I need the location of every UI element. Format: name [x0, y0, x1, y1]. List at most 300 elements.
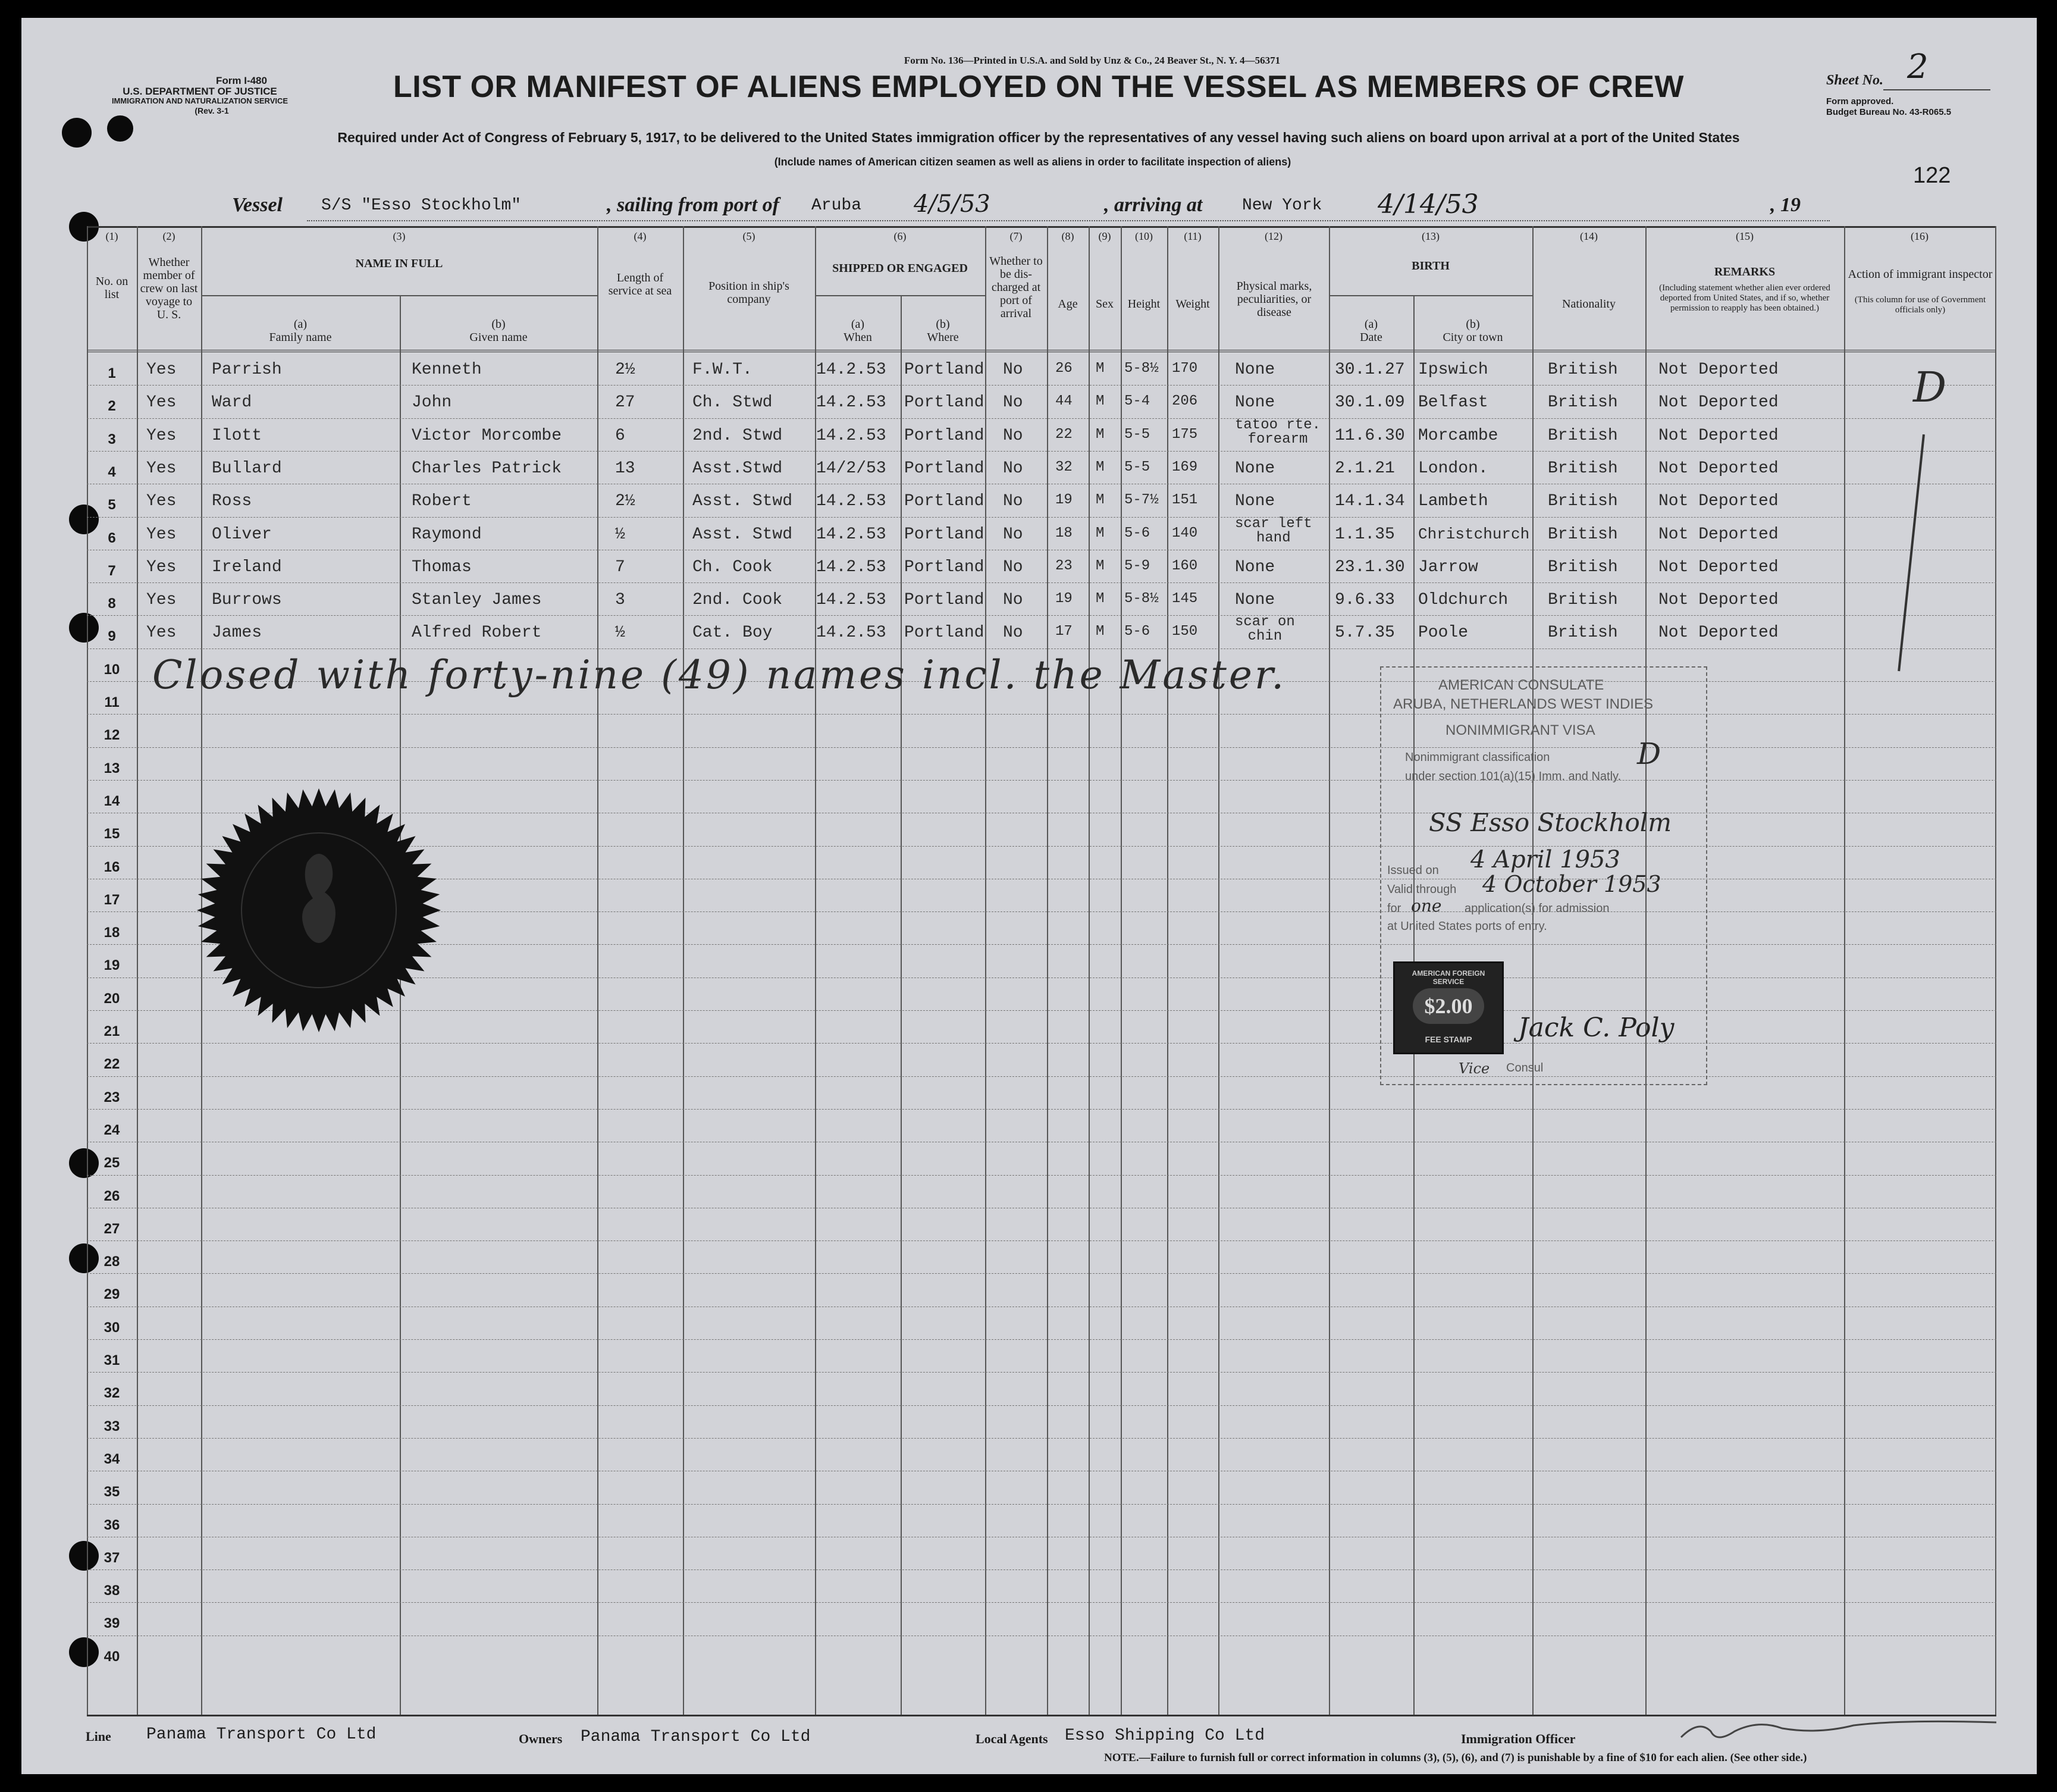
- position-cell: Ch. Stwd: [692, 393, 773, 412]
- column-number: (2): [162, 230, 175, 242]
- stamp-valid: 4 October 1953: [1482, 871, 1661, 897]
- row-line: [87, 1504, 1996, 1505]
- physical-marks-cell: scar left hand: [1235, 515, 1312, 546]
- column-number: (4): [634, 230, 647, 242]
- discharged-cell: No: [1003, 361, 1023, 379]
- header-birth: BIRTH: [1412, 259, 1450, 272]
- given-name-cell: Raymond: [412, 525, 482, 544]
- header-height: Height: [1127, 297, 1161, 311]
- shipped-when-cell: 14.2.53: [816, 393, 886, 412]
- vessel-line: [21, 189, 2037, 224]
- family-name-cell: Parrish: [212, 361, 282, 379]
- column-number: (8): [1061, 230, 1074, 242]
- birth-date-cell: 23.1.30: [1335, 557, 1405, 577]
- nationality-cell: British: [1548, 591, 1618, 610]
- birth-date-cell: 30.1.27: [1335, 361, 1405, 379]
- consular-stamp: [1380, 666, 1707, 1085]
- discharged-cell: No: [1003, 591, 1023, 610]
- shipped-where-cell: Portland: [904, 525, 984, 544]
- shipped-where-cell: Portland: [904, 393, 984, 412]
- birth-city-cell: Morcambe: [1418, 426, 1498, 445]
- shipped-when-cell: 14.2.53: [816, 591, 886, 610]
- row-line: [87, 1109, 1996, 1110]
- col-line: [1121, 226, 1122, 1715]
- header-physical-marks: Physical marks, peculiarities, or disease: [1236, 280, 1312, 319]
- header-action-note: (This column for use of Government officials only): [1854, 295, 1986, 315]
- column-number: (6): [893, 230, 907, 242]
- sheet-label: Sheet No.: [1826, 73, 1883, 88]
- birth-city-cell: Lambeth: [1418, 492, 1488, 511]
- given-name-cell: Alfred Robert: [412, 624, 542, 643]
- birth-date-cell: 1.1.35: [1335, 525, 1395, 544]
- member-cell: Yes: [146, 361, 177, 379]
- row-number: 7: [108, 563, 116, 579]
- weight-cell: 150: [1172, 624, 1198, 640]
- birth-date-cell: 11.6.30: [1335, 426, 1405, 445]
- row-number: 21: [104, 1023, 120, 1039]
- header-shipped: SHIPPED OR ENGAGED: [832, 262, 968, 275]
- stamp-line2: ARUBA, NETHERLANDS WEST INDIES: [1393, 696, 1653, 712]
- birth-city-cell: Jarrow: [1418, 557, 1478, 577]
- member-cell: Yes: [146, 624, 177, 643]
- member-cell: Yes: [146, 426, 177, 445]
- col-line: [1089, 226, 1090, 1715]
- position-cell: Asst. Stwd: [692, 492, 793, 511]
- column-number: (14): [1580, 230, 1598, 242]
- sex-cell: M: [1096, 361, 1105, 377]
- column-number: (12): [1265, 230, 1283, 242]
- family-name-cell: Ireland: [212, 557, 282, 577]
- row-number: 33: [104, 1418, 120, 1434]
- port-from: Aruba: [811, 196, 862, 215]
- weight-cell: 145: [1172, 591, 1198, 607]
- given-name-cell: Victor Morcombe: [412, 426, 562, 445]
- header-position: Position in ship's company: [708, 280, 789, 306]
- table-top-border: [87, 226, 1996, 228]
- row-number: 14: [104, 793, 120, 809]
- row-number: 18: [104, 925, 120, 941]
- age-cell: 32: [1055, 459, 1073, 475]
- row-number: 39: [104, 1615, 120, 1631]
- member-cell: Yes: [146, 459, 177, 478]
- col-line: [901, 295, 902, 1715]
- sex-cell: M: [1096, 591, 1105, 607]
- sailing-label: , sailing from port of: [607, 194, 779, 216]
- fee-stamp-bottom: FEE STAMP: [1425, 1035, 1472, 1044]
- subnote: (Include names of American citizen seamen as well as aliens in order to facilitate inspection of aliens): [774, 156, 1291, 168]
- given-name-cell: John: [412, 393, 452, 412]
- page-title: LIST OR MANIFEST OF ALIENS EMPLOYED ON THE VESSEL AS MEMBERS OF CREW: [393, 70, 1684, 104]
- position-cell: 2nd. Cook: [692, 591, 783, 610]
- row-line: [87, 780, 1996, 781]
- family-name-cell: Bullard: [212, 459, 282, 478]
- family-name-cell: Ilott: [212, 426, 262, 445]
- header-given-name: (b) Given name: [469, 318, 528, 344]
- given-name-cell: Thomas: [412, 557, 472, 577]
- height-cell: 5-5: [1124, 459, 1150, 475]
- family-name-cell: James: [212, 624, 262, 643]
- member-cell: Yes: [146, 525, 177, 544]
- member-cell: Yes: [146, 393, 177, 412]
- row-number: 13: [104, 760, 120, 776]
- row-number: 17: [104, 892, 120, 908]
- header-discharged: Whether to be dis-charged at port of arrival: [989, 255, 1043, 320]
- row-number: 40: [104, 1649, 120, 1665]
- row-number: 22: [104, 1056, 120, 1072]
- position-cell: Ch. Cook: [692, 557, 773, 577]
- footer-agents: Esso Shipping Co Ltd: [1065, 1727, 1265, 1745]
- nationality-cell: British: [1548, 624, 1618, 643]
- row-line: [87, 385, 1996, 386]
- service-cell: ½: [615, 624, 625, 643]
- weight-cell: 206: [1172, 393, 1198, 410]
- row-number: 27: [104, 1221, 120, 1237]
- subtitle: Required under Act of Congress of February 5, 1917, to be delivered to the United States immigration officer by the representatives of any vessel having such aliens on board upon arrival at a port of the United States: [337, 130, 1740, 145]
- port-to: New York: [1242, 196, 1322, 215]
- header-where: (b) Where: [927, 318, 959, 344]
- date-to: 4/14/53: [1378, 189, 1479, 220]
- column-number: (10): [1135, 230, 1153, 242]
- stamp-classification-label: Nonimmigrant classification: [1405, 751, 1550, 764]
- col-line: [683, 226, 684, 1715]
- birth-date-cell: 5.7.35: [1335, 624, 1395, 643]
- shipped-when-cell: 14/2/53: [816, 459, 886, 478]
- weight-cell: 160: [1172, 557, 1198, 574]
- shipped-where-cell: Portland: [904, 591, 984, 610]
- inspector-line: [1898, 434, 1925, 671]
- column-number: (5): [742, 230, 755, 242]
- family-name-cell: Ward: [212, 393, 252, 412]
- officer-signature: [1675, 1719, 2008, 1743]
- remarks-cell: Not Deported: [1658, 361, 1779, 379]
- header-length-of-service: Length of service at sea: [608, 271, 672, 297]
- height-cell: 5-6: [1124, 525, 1150, 541]
- given-name-cell: Robert: [412, 492, 472, 511]
- nationality-cell: British: [1548, 492, 1618, 511]
- row-number: 10: [104, 662, 120, 678]
- service-cell: 2½: [615, 361, 635, 379]
- row-line: [87, 1405, 1996, 1406]
- weight-cell: 169: [1172, 459, 1198, 475]
- header-remarks-note: (Including statement whether alien ever ordered deported from United States, and if so, whether permission to reapply has been obtained.): [1659, 283, 1830, 313]
- row-number: 16: [104, 859, 120, 875]
- column-number: (15): [1736, 230, 1754, 242]
- header-remarks: REMARKS: [1714, 265, 1776, 278]
- remarks-cell: Not Deported: [1658, 624, 1779, 643]
- embossed-seal: [194, 785, 444, 1035]
- nationality-cell: British: [1548, 557, 1618, 577]
- age-cell: 17: [1055, 624, 1073, 640]
- col-line: [1167, 226, 1168, 1715]
- discharged-cell: No: [1003, 624, 1023, 643]
- sex-cell: M: [1096, 492, 1105, 509]
- sex-cell: M: [1096, 557, 1105, 574]
- shipped-when-cell: 14.2.53: [816, 361, 886, 379]
- col-line: [597, 226, 598, 1715]
- weight-cell: 175: [1172, 426, 1198, 443]
- row-number: 9: [108, 628, 116, 644]
- closing-note: Closed with forty-nine (49) names incl. the Master.: [152, 652, 1287, 698]
- remarks-cell: Not Deported: [1658, 393, 1779, 412]
- row-number: 6: [108, 530, 116, 546]
- header-birth-date: (a) Date: [1360, 318, 1382, 344]
- vessel-label: Vessel: [232, 194, 283, 216]
- row-line: [87, 1372, 1996, 1373]
- row-number: 11: [104, 694, 120, 710]
- date-from: 4/5/53: [914, 190, 990, 218]
- table-bottom-border: [87, 1715, 1996, 1716]
- physical-marks-cell: None: [1235, 492, 1275, 511]
- remarks-cell: Not Deported: [1658, 525, 1779, 544]
- row-line: [87, 714, 1996, 715]
- age-cell: 19: [1055, 492, 1073, 509]
- header-nationality: Nationality: [1562, 297, 1616, 311]
- row-line: [87, 1043, 1996, 1044]
- col-line: [1047, 226, 1048, 1715]
- revision: (Rev. 3-1: [195, 106, 229, 115]
- col-line: [1995, 226, 1996, 1715]
- discharged-cell: No: [1003, 557, 1023, 577]
- stamp-entries: one: [1411, 896, 1442, 916]
- physical-marks-cell: scar on chin: [1235, 614, 1295, 645]
- age-cell: 19: [1055, 591, 1073, 607]
- header-age: Age: [1058, 297, 1078, 311]
- remarks-cell: Not Deported: [1658, 426, 1779, 445]
- stamp-section-label: under section 101(a)(15) Imm. and Natly.: [1405, 770, 1622, 783]
- family-name-cell: Ross: [212, 492, 252, 511]
- age-cell: 44: [1055, 393, 1073, 410]
- remarks-cell: Not Deported: [1658, 492, 1779, 511]
- row-number: 25: [104, 1155, 120, 1171]
- row-line: [87, 1076, 1996, 1077]
- height-cell: 5-6: [1124, 624, 1150, 640]
- stamp-line1: AMERICAN CONSULATE: [1438, 677, 1604, 693]
- service-cell: 13: [615, 459, 635, 478]
- sex-cell: M: [1096, 393, 1105, 410]
- height-cell: 5-9: [1124, 557, 1150, 574]
- column-number: (1): [105, 230, 118, 242]
- service-cell: 3: [615, 591, 625, 610]
- birth-date-cell: 14.1.34: [1335, 492, 1405, 511]
- family-name-cell: Burrows: [212, 591, 282, 610]
- physical-marks-cell: tatoo rte. forearm: [1235, 416, 1321, 447]
- row-number: 38: [104, 1583, 120, 1599]
- member-cell: Yes: [146, 591, 177, 610]
- member-cell: Yes: [146, 557, 177, 577]
- row-number: 12: [104, 727, 120, 743]
- footer-owners-label: Owners: [519, 1731, 563, 1746]
- footer-line: Panama Transport Co Ltd: [146, 1725, 377, 1744]
- department: U.S. DEPARTMENT OF JUSTICE: [123, 86, 277, 97]
- stamp-entries-label: for: [1387, 902, 1401, 915]
- row-line: [87, 1438, 1996, 1439]
- consul-prefix: Vice: [1459, 1060, 1490, 1077]
- service-cell: ½: [615, 525, 625, 544]
- nationality-cell: British: [1548, 361, 1618, 379]
- form-id: Form I-480: [216, 75, 267, 86]
- sex-cell: M: [1096, 525, 1105, 541]
- weight-cell: 151: [1172, 492, 1198, 509]
- sheet-underline: [1883, 89, 1990, 90]
- stamp-valid-label: Valid through: [1387, 883, 1457, 896]
- shipped-when-cell: 14.2.53: [816, 525, 886, 544]
- age-cell: 23: [1055, 557, 1073, 574]
- row-number: 3: [108, 431, 116, 447]
- header-sex: Sex: [1096, 297, 1114, 311]
- row-line: [87, 747, 1996, 748]
- arriving-label: , arriving at: [1104, 194, 1203, 216]
- service-name: IMMIGRATION AND NATURALIZATION SERVICE: [111, 96, 289, 105]
- row-number: 37: [104, 1550, 120, 1566]
- discharged-cell: No: [1003, 459, 1023, 478]
- vessel-name: S/S "Esso Stockholm": [321, 196, 522, 215]
- row-number: 30: [104, 1320, 120, 1336]
- consul-signature: Jack C. Poly: [1518, 1013, 1675, 1043]
- shipped-where-cell: Portland: [904, 624, 984, 643]
- row-line: [87, 1175, 1996, 1176]
- stamp-issued-label: Issued on: [1387, 864, 1439, 877]
- position-cell: Cat. Boy: [692, 624, 773, 643]
- row-line: [87, 1339, 1996, 1340]
- nationality-cell: British: [1548, 525, 1618, 544]
- col-line: [1218, 226, 1219, 1715]
- row-number: 34: [104, 1451, 120, 1467]
- weight-cell: 140: [1172, 525, 1198, 541]
- shipped-where-cell: Portland: [904, 459, 984, 478]
- height-cell: 5-8½: [1124, 361, 1159, 377]
- row-number: 15: [104, 826, 120, 842]
- col-line: [815, 226, 816, 1715]
- row-line: [87, 418, 1996, 419]
- sex-cell: M: [1096, 624, 1105, 640]
- row-number: 26: [104, 1188, 120, 1204]
- fee-stamp-top: AMERICAN FOREIGN SERVICE: [1412, 969, 1485, 986]
- row-number: 32: [104, 1385, 120, 1401]
- given-name-cell: Stanley James: [412, 591, 542, 610]
- birth-city-cell: London.: [1418, 459, 1488, 478]
- birth-date-cell: 9.6.33: [1335, 591, 1395, 610]
- family-name-cell: Oliver: [212, 525, 272, 544]
- header-prev-member: Whether member of crew on last voyage to U. S.: [140, 256, 198, 321]
- subheader-line: [1329, 295, 1532, 296]
- birth-city-cell: Ipswich: [1418, 361, 1488, 379]
- punch-hole: [107, 115, 133, 142]
- row-number: 2: [108, 398, 116, 414]
- header-birth-city: (b) City or town: [1443, 318, 1503, 344]
- stamp-issued: 4 April 1953: [1470, 846, 1620, 873]
- discharged-cell: No: [1003, 393, 1023, 412]
- footer-owners: Panama Transport Co Ltd: [581, 1728, 811, 1746]
- service-cell: 7: [615, 557, 625, 577]
- row-line: [87, 1240, 1996, 1241]
- inspector-mark: D: [1913, 363, 1947, 412]
- header-name-in-full: NAME IN FULL: [355, 257, 443, 270]
- nationality-cell: British: [1548, 426, 1618, 445]
- nationality-cell: British: [1548, 393, 1618, 412]
- service-cell: 6: [615, 426, 625, 445]
- physical-marks-cell: None: [1235, 459, 1275, 478]
- fee-stamp-value: $2.00: [1413, 988, 1484, 1024]
- consul-label: Consul: [1506, 1061, 1544, 1074]
- row-number: 8: [108, 596, 116, 612]
- age-cell: 22: [1055, 426, 1073, 443]
- row-number: 36: [104, 1517, 120, 1533]
- physical-marks-cell: None: [1235, 557, 1275, 577]
- height-cell: 5-5: [1124, 426, 1150, 443]
- position-cell: F.W.T.: [692, 361, 752, 379]
- position-cell: 2nd. Stwd: [692, 426, 783, 445]
- position-cell: Asst. Stwd: [692, 525, 793, 544]
- row-number: 5: [108, 497, 116, 513]
- col-line: [1329, 226, 1330, 1715]
- nationality-cell: British: [1548, 459, 1618, 478]
- row-number: 23: [104, 1089, 120, 1105]
- row-number: 4: [108, 464, 116, 480]
- physical-marks-cell: None: [1235, 591, 1275, 610]
- column-number: (3): [393, 230, 406, 242]
- height-cell: 5-7½: [1124, 492, 1159, 509]
- shipped-when-cell: 14.2.53: [816, 492, 886, 511]
- age-cell: 26: [1055, 361, 1073, 377]
- birth-city-cell: Christchurch: [1418, 525, 1530, 543]
- row-number: 20: [104, 991, 120, 1007]
- header-weight: Weight: [1175, 297, 1210, 311]
- year-label: , 19: [1770, 194, 1801, 216]
- form-printer-note: Form No. 136—Printed in U.S.A. and Sold by Unz & Co., 24 Beaver St., N. Y. 4—56371: [904, 55, 1281, 66]
- birth-date-cell: 30.1.09: [1335, 393, 1405, 412]
- stamp-vessel: SS Esso Stockholm: [1429, 808, 1672, 837]
- shipped-where-cell: Portland: [904, 557, 984, 577]
- row-number: 35: [104, 1484, 120, 1500]
- header-when: (a) When: [844, 318, 872, 344]
- stamp-classification-value: D: [1637, 737, 1661, 771]
- physical-marks-cell: None: [1235, 393, 1275, 412]
- shipped-when-cell: 14.2.53: [816, 557, 886, 577]
- row-number: 31: [104, 1352, 120, 1368]
- row-line: [87, 648, 1996, 649]
- discharged-cell: No: [1003, 525, 1023, 544]
- given-name-cell: Kenneth: [412, 361, 482, 379]
- physical-marks-cell: None: [1235, 361, 1275, 379]
- col-line: [1844, 226, 1845, 1715]
- header-no-on-list: No. on list: [95, 275, 128, 301]
- birth-city-cell: Poole: [1418, 624, 1469, 643]
- manifest-sheet: [21, 18, 2037, 1774]
- fee-stamp: [1393, 961, 1504, 1054]
- stamp-ports: at United States ports of entry.: [1387, 920, 1547, 933]
- subheader-line: [815, 295, 985, 296]
- shipped-where-cell: Portland: [904, 361, 984, 379]
- age-cell: 18: [1055, 525, 1073, 541]
- shipped-where-cell: Portland: [904, 492, 984, 511]
- footer: [21, 1719, 2037, 1773]
- birth-city-cell: Belfast: [1418, 393, 1488, 412]
- remarks-cell: Not Deported: [1658, 459, 1779, 478]
- height-cell: 5-4: [1124, 393, 1150, 410]
- row-line: [87, 615, 1996, 616]
- header-action: Action of immigrant inspector: [1848, 268, 1993, 281]
- remarks-cell: Not Deported: [1658, 591, 1779, 610]
- birth-city-cell: Oldchurch: [1418, 591, 1509, 610]
- sex-cell: M: [1096, 459, 1105, 475]
- footer-note: NOTE.—Failure to furnish full or correct information in columns (3), (5), (6), and (7) is punishable by a fine of $10 for each alien. (See other side.): [1104, 1752, 1807, 1764]
- col-line: [985, 226, 986, 1715]
- column-number: (7): [1009, 230, 1023, 242]
- page-number: 122: [1913, 163, 1951, 188]
- column-number: (9): [1098, 230, 1111, 242]
- remarks-cell: Not Deported: [1658, 557, 1779, 577]
- shipped-when-cell: 14.2.53: [816, 624, 886, 643]
